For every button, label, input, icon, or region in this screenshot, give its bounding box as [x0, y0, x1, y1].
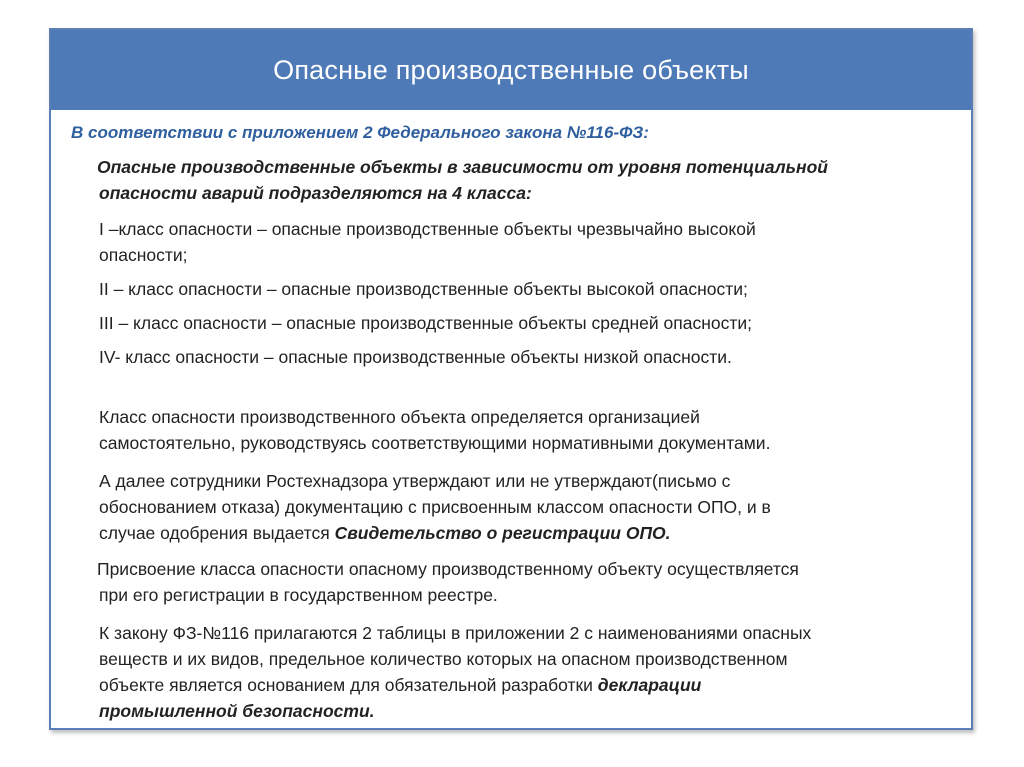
approval-line3 — [99, 520, 959, 546]
approval-line3-text: случае одобрения выдается — [99, 523, 335, 543]
declaration-text: декларации — [597, 675, 702, 695]
approval-line1: А далее сотрудники Ростехнадзора утверждают или не утверждают(письмо с — [99, 471, 731, 491]
registration-certificate-text: Свидетельство о регистрации ОПО. — [334, 523, 671, 543]
registration-paragraph — [97, 556, 957, 608]
registration-line1: Присвоение класса опасности опасному производственному объекту осуществляется — [97, 559, 799, 579]
approval-paragraph — [99, 468, 959, 546]
definition-line2: самостоятельно, руководствуясь соответствующими нормативными документами. — [99, 433, 771, 453]
class2-paragraph: II – класс опасности – опасные производственные объекты высокой опасности; — [99, 279, 748, 299]
registration-line2: при его регистрации в государственном реестре. — [99, 585, 498, 605]
annex-paragraph — [99, 620, 959, 724]
class1-line1: I –класс опасности – опасные производственные объекты чрезвычайно высокой — [99, 219, 756, 239]
definition-line1: Класс опасности производственного объекта определяется организацией — [99, 407, 700, 427]
annex-line3-text: объекте является основанием для обязательной разработки — [99, 675, 598, 695]
intro-text: В соответствии с приложением 2 Федерального закона №116-ФЗ: — [71, 123, 649, 142]
slide-header — [51, 30, 971, 110]
class4-paragraph: IV- класс опасности – опасные производственные объекты низкой опасности. — [99, 347, 732, 367]
annex-line1: К закону ФЗ-№116 прилагаются 2 таблицы в приложении 2 с наименованиями опасных — [99, 623, 812, 643]
class1-line2: опасности; — [99, 245, 188, 265]
classification-lead-line2: опасности аварий подразделяются на 4 класса: — [99, 183, 532, 203]
classification-lead-line1: Опасные производственные объекты в зависимости от уровня потенциальной — [97, 157, 828, 177]
class3-paragraph: III – класс опасности – опасные производственные объекты средней опасности; — [99, 313, 753, 333]
slide — [49, 28, 973, 730]
annex-line2: веществ и их видов, предельное количество которых на опасном производственном — [99, 649, 788, 669]
definition-paragraph — [99, 404, 959, 456]
approval-line2: обоснованием отказа) документацию с присвоенным классом опасности ОПО, и в — [99, 497, 771, 517]
classification-lead — [97, 154, 957, 206]
annex-line3 — [99, 672, 959, 698]
class1-paragraph — [99, 216, 959, 268]
slide-title: Опасные производственные объекты — [273, 54, 749, 85]
annex-line4: промышленной безопасности. — [99, 701, 375, 721]
